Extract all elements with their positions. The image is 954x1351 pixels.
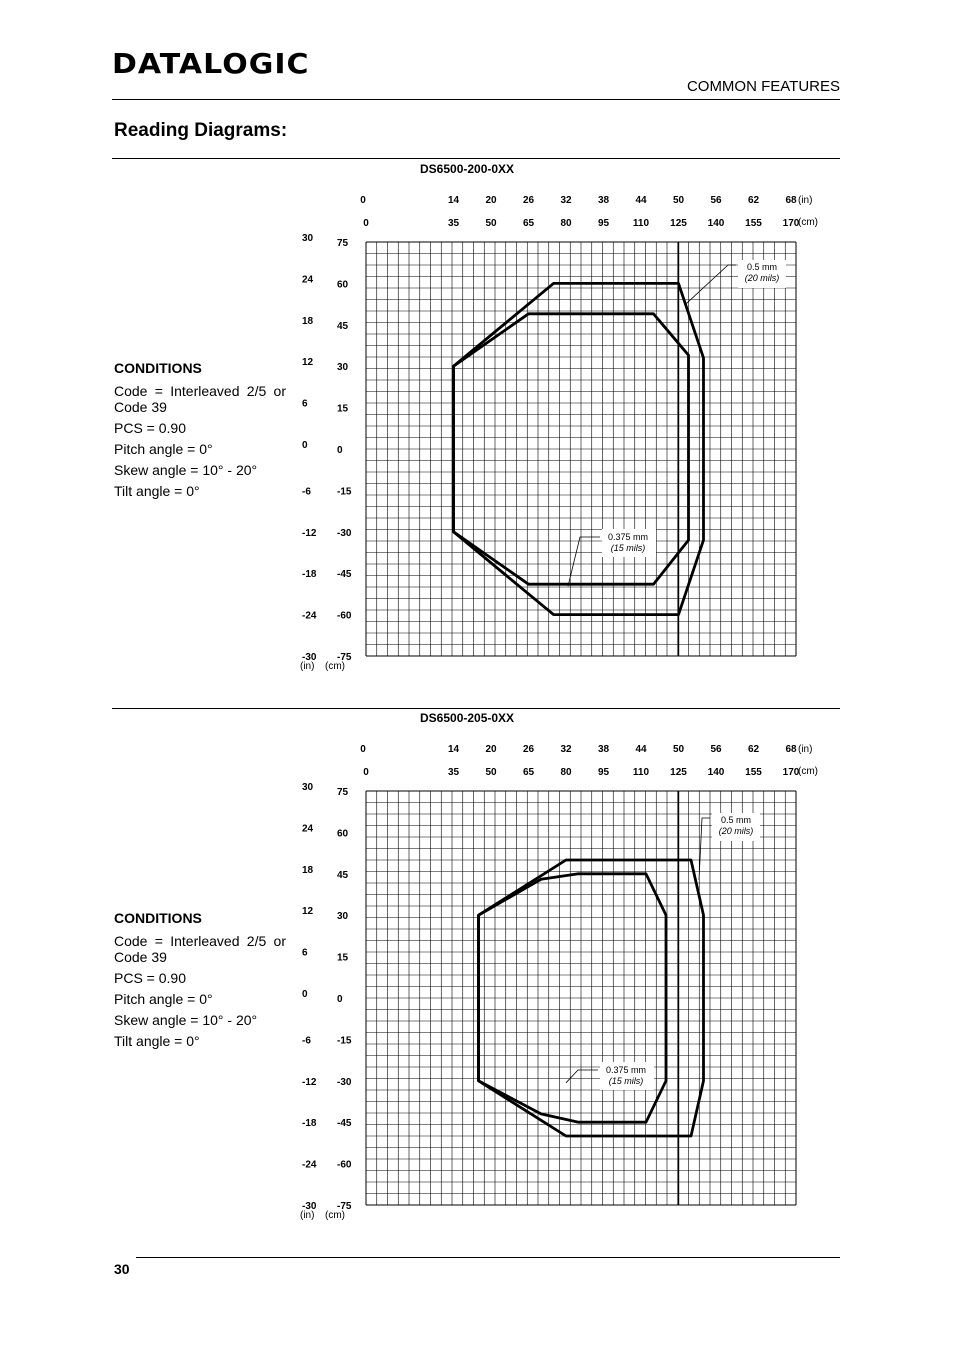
diagram-1-plot [290,185,840,675]
diagram-2-title: DS6500-205-0XX [420,711,515,725]
left-cm-label: 30 [337,362,349,374]
top-cm-label: 0 [363,767,369,778]
left-inch-label: 6 [302,398,308,410]
diagram-2-conditions [114,910,286,1054]
diagram-1-title: DS6500-200-0XX [420,162,515,176]
top-cm-label: 80 [560,218,572,229]
grid [366,791,796,1205]
left-cm-label: 30 [337,911,349,923]
top-cm-label: 50 [485,767,497,778]
callout-15-mils: (15 mils) [608,1076,644,1086]
diagram-2-plot [290,734,840,1224]
top-cm-label: 50 [485,218,497,229]
reading-diagram-1 [290,185,840,672]
top-inch-label: 44 [635,744,647,755]
reading-diagram-2 [290,734,840,1221]
left-cm-label: -60 [337,1159,352,1171]
left-inch-label: -6 [302,1035,311,1047]
top-inch-label: 32 [560,195,572,206]
left-inch-label: 24 [302,823,314,835]
top-cm-label: 65 [522,767,535,778]
top-cm-label: 140 [707,218,725,229]
diagram-1-conditions [114,360,286,504]
left-cm-label: -45 [337,1118,352,1130]
left-cm-label: 60 [337,279,349,291]
condition-pitch: Pitch angle = 0° [114,441,213,457]
left-cm-label: -75 [337,1201,352,1212]
top-inch-label: 20 [485,744,497,755]
top-cm-label: 155 [745,767,762,778]
top-inch-label: 68 [785,744,797,755]
callout-leader [568,537,600,586]
condition-skew: Skew angle = 10° - 20° [114,462,258,478]
top-cm-label: 140 [707,767,725,778]
callout-0-5mm: 0.5 mm [746,262,778,272]
callout-15-mils: (15 mils) [610,543,646,553]
top-cm-label: 125 [670,767,687,778]
top-inch-label: 14 [447,195,460,206]
left-inch-label: -24 [302,610,317,622]
top-cm-label: 95 [597,218,610,229]
left-inch-label: 18 [302,864,314,876]
top-cm-label: 110 [632,218,650,229]
left-inch-label: 12 [302,357,314,369]
left-inch-label: 12 [302,906,314,918]
diagram-1-divider [112,158,840,159]
left-inch-label: 0 [302,440,308,451]
left-inch-label: -24 [302,1159,317,1171]
left-cm-label: 75 [337,238,349,249]
callout-0-375mm: 0.375 mm [605,1065,647,1075]
left-inch-label: -12 [302,1076,317,1088]
left-cm-label: -60 [337,610,352,622]
left-inch-label: -30 [302,652,317,663]
header-divider [112,99,840,100]
left-cm-label: 60 [337,828,349,840]
top-inch-label: 26 [522,744,535,755]
top-inch-label: 50 [672,195,685,206]
top-cm-label: 95 [597,767,610,778]
top-cm-label: 35 [447,767,460,778]
left-inch-label: -30 [302,1201,317,1212]
condition-code: Code = Interleaved 2/5 or Code 39 [114,933,286,965]
callout-leader [566,1070,598,1083]
left-cm-label: -30 [337,527,352,539]
top-inch-label: 44 [635,195,647,206]
left-cm-label: -15 [337,1035,352,1047]
left-inch-label: 18 [302,315,314,327]
left-cm-label: 0 [337,445,343,456]
condition-pitch: Pitch angle = 0° [114,991,213,1007]
left-inch-label: 30 [302,233,314,244]
top-inch-label: 32 [560,744,572,755]
top-inch-label: 50 [672,744,685,755]
top-inch-label: 62 [747,195,760,206]
left-cm-label: -75 [337,652,352,663]
left-inch-label: -12 [302,527,317,539]
left-inch-label: 0 [302,989,308,1000]
condition-pcs: PCS = 0.90 [114,420,186,436]
left-cm-label: 15 [337,952,349,964]
left-cm-label: 75 [337,787,349,798]
condition-code: Code = Interleaved 2/5 or Code 39 [114,383,286,415]
top-inch-label: 0 [360,195,366,206]
callout-leader [687,265,737,303]
callout-leader [699,818,710,880]
top-unit-cm: (cm) [798,217,818,228]
left-unit-in: (in) [300,1210,315,1221]
top-unit-in: (in) [798,195,813,206]
left-cm-label: 45 [337,320,349,332]
callout-0-5mm: 0.5 mm [720,815,752,825]
left-inch-label: 24 [302,274,314,286]
footer-divider [136,1257,840,1258]
top-cm-label: 170 [782,218,800,229]
callout-20-mils: (20 mils) [744,273,780,283]
top-inch-label: 0 [360,744,366,755]
conditions-title: CONDITIONS [114,360,202,376]
callout-0-375mm: 0.375 mm [607,532,649,542]
left-unit-in: (in) [300,661,315,672]
condition-tilt: Tilt angle = 0° [114,483,200,499]
left-cm-label: 0 [337,994,343,1005]
callout-20-mils: (20 mils) [718,826,754,836]
top-inch-label: 20 [485,195,497,206]
top-cm-label: 65 [522,218,535,229]
condition-pcs: PCS = 0.90 [114,970,186,986]
left-inch-label: 30 [302,782,314,793]
page-heading: Reading Diagrams: [114,120,288,141]
top-cm-label: 155 [745,218,762,229]
top-inch-label: 14 [447,744,460,755]
left-unit-cm: (cm) [325,661,345,672]
condition-tilt: Tilt angle = 0° [114,1033,200,1049]
left-inch-label: -18 [302,569,317,581]
condition-skew: Skew angle = 10° - 20° [114,1012,258,1028]
left-cm-label: -15 [337,486,352,498]
left-inch-label: 6 [302,947,308,959]
top-inch-label: 38 [597,744,610,755]
grid [366,242,796,656]
left-unit-cm: (cm) [325,1210,345,1221]
section-label: COMMON FEATURES [686,78,840,95]
top-inch-label: 68 [785,195,797,206]
top-inch-label: 56 [710,744,722,755]
top-cm-label: 80 [560,767,572,778]
left-inch-label: -18 [302,1118,317,1130]
conditions-title: CONDITIONS [114,910,202,926]
left-cm-label: -30 [337,1076,352,1088]
left-inch-label: -6 [302,486,311,498]
top-cm-label: 0 [363,218,369,229]
top-cm-label: 110 [632,767,650,778]
top-cm-label: 35 [447,218,460,229]
top-unit-cm: (cm) [798,766,818,777]
top-cm-label: 125 [670,218,687,229]
top-inch-label: 26 [522,195,535,206]
datalogic-logo: DATALOGIC [112,48,310,81]
left-cm-label: 15 [337,403,349,415]
top-inch-label: 56 [710,195,722,206]
top-inch-label: 38 [597,195,610,206]
top-inch-label: 62 [747,744,760,755]
page-number: 30 [114,1261,130,1277]
diagram-2-divider [112,708,840,709]
top-cm-label: 170 [782,767,800,778]
left-cm-label: 45 [337,869,349,881]
left-cm-label: -45 [337,569,352,581]
top-unit-in: (in) [798,744,813,755]
